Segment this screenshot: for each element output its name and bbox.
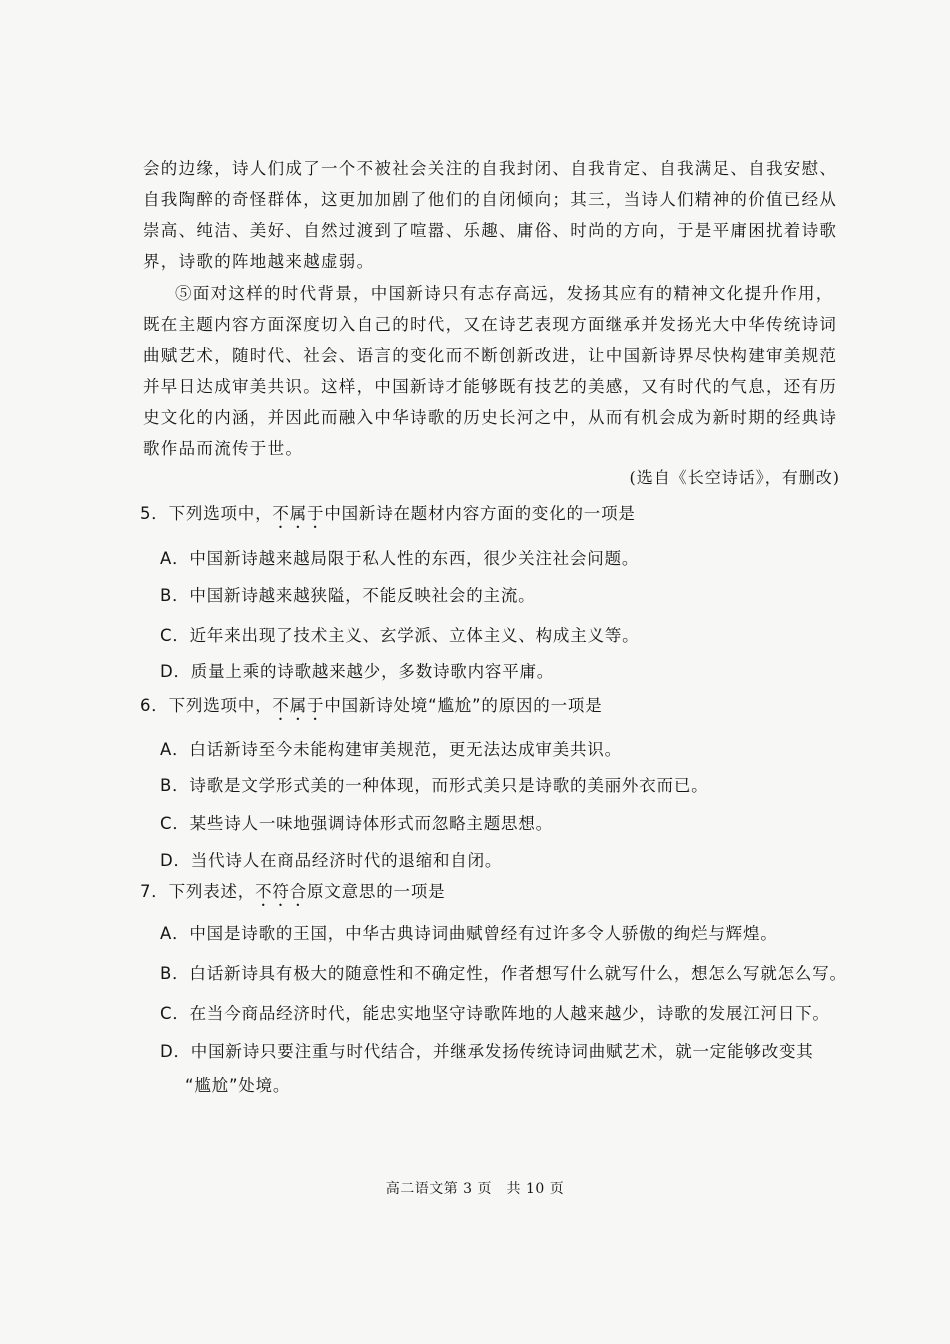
option-5a: A．中国新诗越来越局限于私人性的东西，很少关注社会问题。 <box>160 549 640 568</box>
question-emphasis: 不属于 <box>272 696 325 715</box>
question-emphasis: 不属于 <box>272 504 325 523</box>
passage-line: 并早日达成审美共识。这样，中国新诗才能够既有技艺的美感，又有时代的气息，还有历 <box>143 377 838 396</box>
passage-line: 自我陶醉的奇怪群体，这更加加剧了他们的自闭倾向；其三，当诗人们精神的价值已经从 <box>143 190 838 209</box>
option-5c: C．近年来出现了技术主义、玄学派、立体主义、构成主义等。 <box>160 626 640 645</box>
question-emphasis: 不符合 <box>255 882 308 901</box>
option-7d: D．中国新诗只要注重与时代结合，并继承发扬传统诗词曲赋艺术，就一定能够改变其 <box>160 1042 814 1061</box>
passage-line: 既在主题内容方面深度切入自己的时代，又在诗艺表现方面继承并发扬光大中华传统诗词 <box>143 315 838 334</box>
question-suffix: 原文意思的一项是 <box>307 882 446 901</box>
option-7a: A．中国是诗歌的王国，中华古典诗词曲赋曾经有过许多令人骄傲的绚烂与辉煌。 <box>160 924 778 943</box>
passage-line: ⑤面对这样的时代背景，中国新诗只有志存高远，发扬其应有的精神文化提升作用， <box>175 284 834 303</box>
passage-line: 歌作品而流传于世。 <box>143 439 304 458</box>
passage-continuation <box>143 153 843 277</box>
passage-line: 崇高、纯洁、美好、自然过渡到了喧嚣、乐趣、庸俗、时尚的方向，于是平庸困扰着诗歌 <box>143 221 838 240</box>
option-5b: B．中国新诗越来越狭隘，不能反映社会的主流。 <box>160 586 536 605</box>
question-prefix: 7．下列表述， <box>140 882 256 901</box>
page-footer: 高二语文第 3 页 共 10 页 <box>385 1181 565 1197</box>
passage-line: 界，诗歌的阵地越来越虚弱。 <box>143 252 375 271</box>
question-7 <box>140 878 445 910</box>
question-5 <box>140 500 636 532</box>
source-citation: (选自《长空诗话》，有删改) <box>629 468 840 487</box>
passage-paragraph-5 <box>143 278 843 464</box>
option-7c: C．在当今商品经济时代，能忠实地坚守诗歌阵地的人越来越少，诗歌的发展江河日下。 <box>160 1004 830 1023</box>
question-6 <box>140 692 603 724</box>
option-6b: B．诗歌是文学形式美的一种体现，而形式美只是诗歌的美丽外衣而已。 <box>160 776 709 795</box>
option-5d: D．质量上乘的诗歌越来越少，多数诗歌内容平庸。 <box>160 662 555 681</box>
passage-line: 史文化的内涵，并因此而融入中华诗歌的历史长河之中，从而有机会成为新时期的经典诗 <box>143 408 838 427</box>
option-6d: D．当代诗人在商品经济时代的退缩和自闭。 <box>160 851 503 870</box>
option-7b: B．白话新诗具有极大的随意性和不确定性，作者想写什么就写什么，想怎么写就怎么写。 <box>160 964 847 983</box>
option-6c: C．某些诗人一味地强调诗体形式而忽略主题思想。 <box>160 814 553 833</box>
question-prefix: 5．下列选项中， <box>140 504 273 523</box>
passage-line: 曲赋艺术，随时代、社会、语言的变化而不断创新改进，让中国新诗界尽快构建审美规范 <box>143 346 838 365</box>
question-prefix: 6．下列选项中， <box>140 696 273 715</box>
question-suffix: 中国新诗处境“尴尬”的原因的一项是 <box>324 696 603 715</box>
option-6a: A．白话新诗至今未能构建审美规范，更无法达成审美共识。 <box>160 740 622 759</box>
passage-line: 会的边缘，诗人们成了一个不被社会关注的自我封闭、自我肯定、自我满足、自我安慰、 <box>143 159 838 178</box>
option-7d-continuation: “尴尬”处境。 <box>185 1076 291 1095</box>
question-suffix: 中国新诗在题材内容方面的变化的一项是 <box>324 504 636 523</box>
